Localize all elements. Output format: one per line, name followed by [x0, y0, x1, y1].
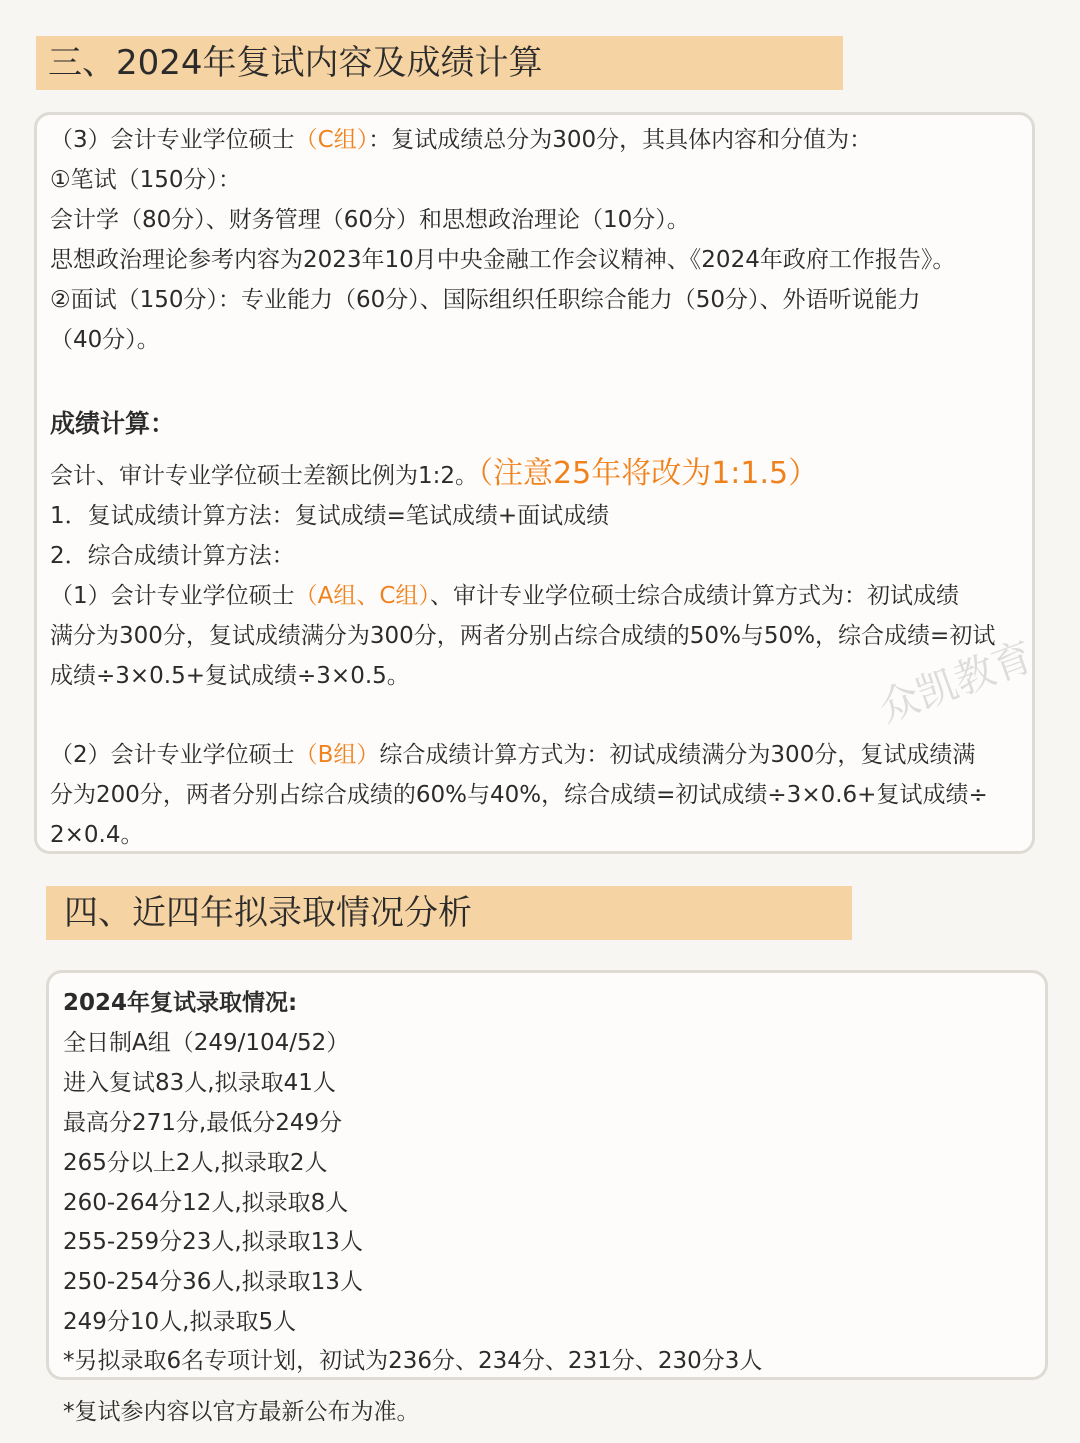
- method-2: 2．综合成绩计算方法：: [50, 543, 295, 569]
- p2-line-2: 分为200分，两者分别占综合成绩的60%与40%，综合成绩=初试成绩÷3×0.6+复试成绩÷: [50, 782, 988, 808]
- ratio-text: 会计、审计专业学位硕士差额比例为1:2。: [50, 463, 479, 489]
- watermark: 众凯教育: [873, 633, 1040, 732]
- p1-line-3: 成绩÷3×0.5+复试成绩÷3×0.5。: [50, 663, 410, 689]
- p2-line-1: [50, 735, 975, 775]
- s3-l1-post: ：复试成绩总分为300分，其具体内容和分值为：: [368, 127, 873, 153]
- ratio-line: [50, 454, 818, 496]
- s3-l1-tag: （C组）: [294, 127, 369, 153]
- admission-line: 250-254分36人,拟录取13人: [63, 1269, 363, 1295]
- p2-line-3: 2×0.4。: [50, 822, 144, 848]
- calc-title: 成绩计算：: [50, 409, 176, 438]
- s3-line-4: 思想政治理论参考内容为2023年10月中央金融工作会议精神、《2024年政府工作报告》。: [50, 247, 956, 273]
- p1-post: 、审计专业学位硕士综合成绩计算方式为：初试成绩: [429, 583, 959, 609]
- method-1: 1．复试成绩计算方法：复试成绩=笔试成绩+面试成绩: [50, 503, 610, 529]
- s3-line-3: 会计学（80分）、财务管理（60分）和思想政治理论（10分）。: [50, 207, 690, 233]
- p2-tag: （B组）: [294, 742, 380, 768]
- admission-line: 全日制A组（249/104/52）: [63, 1030, 350, 1056]
- admission-subtitle: 2024年复试录取情况:: [63, 990, 298, 1016]
- s3-l1-pre: （3）会计专业学位硕士: [50, 127, 295, 153]
- footnote: *复试参内容以官方最新公布为准。: [63, 1399, 420, 1425]
- s3-line-1: [50, 120, 872, 160]
- admission-line: 255-259分23人,拟录取13人: [63, 1229, 363, 1255]
- p2-post: 综合成绩计算方式为：初试成绩满分为300分，复试成绩满: [379, 742, 976, 768]
- p2-pre: （2）会计专业学位硕士: [50, 742, 295, 768]
- p1-line-2: 满分为300分，复试成绩满分为300分，两者分别占综合成绩的50%与50%，综合成绩=初试: [50, 623, 996, 649]
- admission-line: 最高分271分,最低分249分: [63, 1110, 343, 1136]
- admission-line: 260-264分12人,拟录取8人: [63, 1190, 349, 1216]
- p1-tag: （A组、C组）: [294, 583, 430, 609]
- s3-line-5: ②面试（150分）：专业能力（60分）、国际组织任职综合能力（50分）、外语听说能力: [50, 287, 921, 313]
- section4-header: 四、近四年拟录取情况分析: [46, 886, 852, 940]
- s3-line-6: （40分）。: [50, 327, 160, 353]
- s3-line-2: ①笔试（150分）：: [50, 167, 242, 193]
- section3-header: 三、2024年复试内容及成绩计算: [36, 36, 843, 90]
- admission-line: 249分10人,拟录取5人: [63, 1309, 297, 1335]
- p1-pre: （1）会计专业学位硕士: [50, 583, 295, 609]
- admission-line: 265分以上2人,拟录取2人: [63, 1150, 328, 1176]
- ratio-note: （注意25年将改为1:1.5）: [478, 456, 819, 491]
- admission-line: 进入复试83人,拟录取41人: [63, 1070, 336, 1096]
- admission-line: *另拟录取6名专项计划，初试为236分、234分、231分、230分3人: [63, 1348, 763, 1374]
- p1-line-1: [50, 576, 959, 616]
